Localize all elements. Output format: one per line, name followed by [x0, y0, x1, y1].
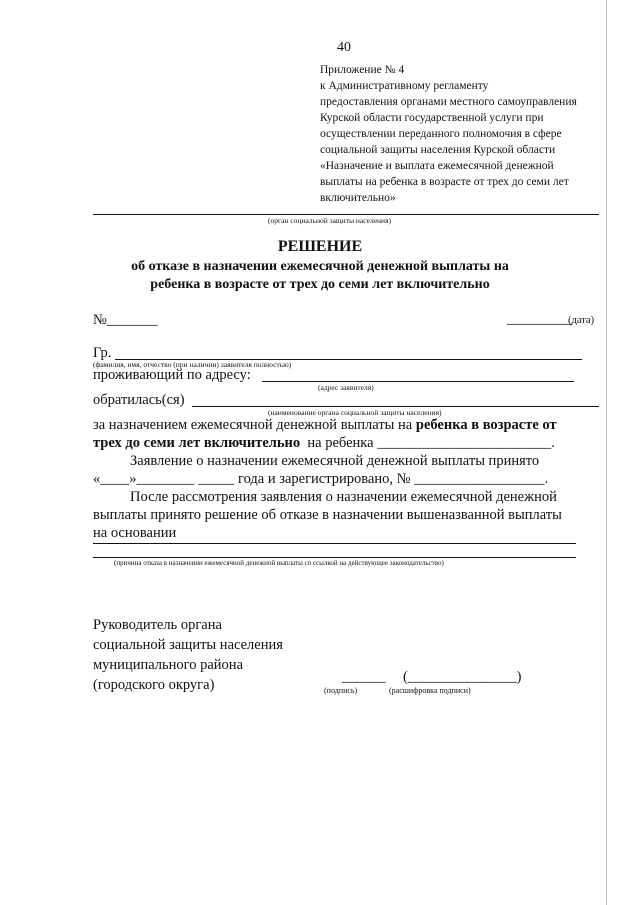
appendix-line: к Административному регламенту — [320, 80, 489, 92]
body-line-7: на основании — [93, 525, 177, 541]
body-line-4: «____»________ _____ года и зарегистрировано, № __________________. — [93, 471, 549, 487]
appendix-line: «Назначение и выплата ежемесячной денежной — [320, 160, 554, 172]
date-caption: (дата) — [568, 315, 595, 326]
body-line-1 — [93, 417, 557, 434]
address-line — [262, 381, 574, 382]
body-line-2 — [93, 435, 555, 452]
body-line-3: Заявление о назначении ежемесячной денежной выплаты принято — [130, 453, 540, 469]
signature-line: (городского округа) — [93, 677, 215, 693]
appendix-line: выплаты на ребенка в возрасте от трех до семи лет — [320, 176, 569, 188]
appendix-block — [320, 62, 620, 206]
document-subtitle-line1: об отказе в назначении ежемесячной денежной выплаты на — [131, 259, 509, 274]
appendix-line: Приложение № 4 — [320, 64, 405, 76]
signature-line: муниципального района — [93, 657, 243, 673]
citizen-caption: (фамилия, имя, отчество (при наличии) заявителя полностью) — [93, 360, 292, 369]
page-number: 40 — [337, 40, 351, 55]
address-caption: (адрес заявителя) — [318, 383, 374, 392]
applied-caption: (наименование органа социальной защиты населения) — [268, 408, 442, 417]
sign-blank: ______ — [342, 669, 386, 685]
body-line-2-plain: на ребенка ________________________. — [307, 435, 555, 451]
date-blank: _________ — [507, 311, 573, 327]
reason-line-1 — [93, 543, 576, 544]
citizen-label: Гр. — [93, 345, 112, 361]
appendix-line: включительно» — [320, 192, 396, 204]
decode-caption: (расшифровка подписи) — [389, 686, 471, 695]
appendix-line: Курской области государственной услуги при — [320, 112, 544, 124]
organ-line — [93, 214, 599, 215]
document-subtitle-line2: ребенка в возрасте от трех до семи лет включительно — [150, 277, 490, 292]
signature-block — [93, 615, 333, 695]
body-line-6: выплаты принято решение об отказе в назначении вышеназванной выплаты — [93, 507, 562, 523]
reason-caption: (причина отказа в назначении ежемесячной денежной выплаты со ссылкой на действующее законодательство) — [114, 559, 444, 567]
applied-line — [192, 406, 599, 407]
reason-line-2 — [93, 557, 576, 558]
body-line-1-bold: ребенка в возрасте от — [415, 417, 557, 433]
body-line-5: После рассмотрения заявления о назначении ежемесячной денежной — [130, 489, 557, 505]
address-label: проживающий по адресу: — [93, 367, 251, 383]
appendix-line: осуществлении переданного полномочия в сфере — [320, 128, 562, 140]
document-title: РЕШЕНИЕ — [277, 238, 363, 255]
decode-blank: (_______________) — [403, 669, 522, 685]
signature-line: социальной защиты населения — [93, 637, 283, 653]
number-field: №_______ — [93, 312, 158, 328]
sign-caption: (подпись) — [324, 686, 358, 695]
appendix-line: предоставления органами местного самоуправления — [320, 96, 577, 108]
body-line-1-plain: за назначением ежемесячной денежной выплаты на — [93, 417, 413, 433]
body-line-2-bold: трех до семи лет включительно — [93, 435, 301, 451]
applied-label: обратилась(ся) — [93, 392, 185, 408]
organ-caption: (орган социальной защиты населения) — [268, 216, 392, 225]
appendix-line: социальной защиты населения Курской области — [320, 144, 556, 156]
signature-line: Руководитель органа — [93, 617, 222, 633]
